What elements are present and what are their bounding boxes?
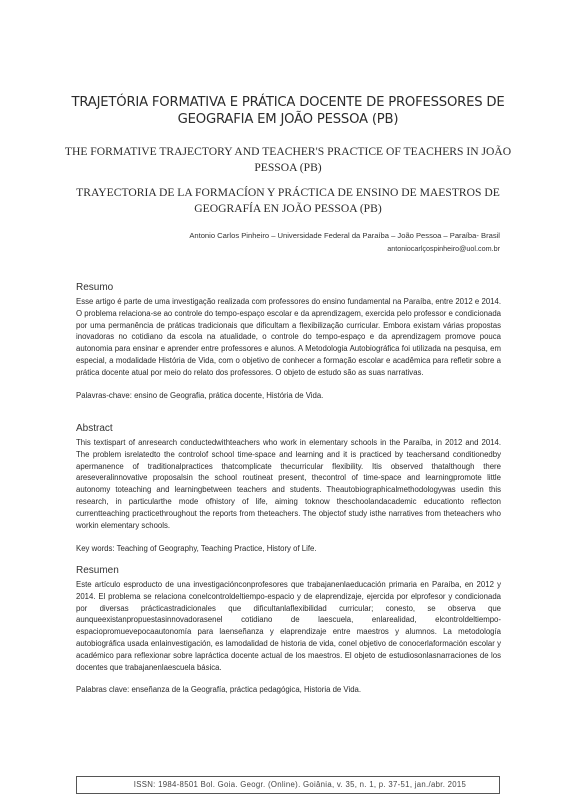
abstract-text: This textispart of anresearch conductedwithteachers who work in elementary schools in the Paraíba, in 2012 and 2014. The problem isrelatedto the controlof school time-space and learning and it is practiced by teachersand conditionedby apermanence of traditionalpractices thatcomplicate thecurricular flexibility. Itis observed thatalthough there areseveralinnovative proposalsin the school routineat present, thecontrol of time-space and learningpromote little autonomy toteaching and learningbetween teachers and students. Theautobiographicalmethodologywas usedin this research, in particularthe mode ofhistory of life, aiming toknow theschoolandacademic educationto reflecton currentteaching practicethroughout the reports from theteachers. The objectof study isthe narratives from theteachers who workin elementary schools. [76, 438, 501, 530]
resumo-text: Esse artigo é parte de uma investigação realizada com professores do ensino fundamental na Paraíba, entre 2012 e 2014. O problema relaciona-se ao controle do tempo-espaço escolar e da aprendizagem, exercida pelo professor e condicionada por uma permanência de práticas tradicionais que dificultam a flexibilização curricular. Embora existam várias propostas inovadoras no cotidiano da escola na atualidade, o controle do tempo-espaço e da aprendizagem promove pouca autonomia para ensinar e aprender entre professores e alunos. A Metodologia Autobiográfica foi utilizada na pesquisa, em especial, a modalidade História de Vida, com o objetivo de conhecer a formação escolar e acadêmica para refletir sobre a prática docente atual por meio do relato dos professores. O objeto de estudo são as suas narrativas. [76, 297, 501, 377]
resumo-heading: Resumo [76, 282, 114, 293]
author-email[interactable]: antoniocarlçospinheiro@uol.com.br [387, 244, 500, 253]
resumo-keywords: Palavras-chave: ensino de Geografia, prática docente, História de Vida. [76, 391, 324, 400]
resumen-keywords: Palabras clave: enseñanza de la Geografía, práctica pedagógica, Historia de Vida. [76, 685, 362, 694]
resumen-body [76, 579, 501, 673]
footer-citation: ISSN: 1984-8501 Bol. Goia. Geogr. (Online). Goiânia, v. 35, n. 1, p. 37-51, jan./abr. 2015 [133, 780, 467, 789]
author-affiliation: Antonio Carlos Pinheiro – Universidade Federal da Paraíba – João Pessoa – Paraíba- Brasil [189, 231, 500, 240]
resumen-heading: Resumen [76, 565, 119, 576]
abstract-keywords: Key words: Teaching of Geography, Teaching Practice, History of Life. [76, 544, 317, 553]
resumo-body [76, 296, 501, 379]
title-spanish: TRAYECTORIA DE LA FORMACÍON Y PRÁCTICA DE ENSINO DE MAESTROS DE GEOGRAFÍA EN JOÃO PESSOA (PB) [76, 186, 500, 215]
abstract-body [76, 437, 501, 531]
abstract-heading: Abstract [76, 423, 113, 434]
resumen-text: Este artículo esproducto de una investigaciónconprofesores que trabajanenlaeducación primaria en Paraíba, en 2012 y 2014. El problema se relaciona conelcontroldeltiempo-espacio y de elaprendizaje, ejercida por elprofesor y condicionada por diversas prácticastradicionales que dificultanlaflexibilidad curricular; conesto, se observa que aunqueexistanpropuestasinnovadorasenel cotidiano de laescuela, enlarealidad, elcontroldeltiempo-espaciopromuevepocaautonomía para laenseñanza y elaprendizaje entre maestros y alumnos. La metodología autobiográfica usada enlainvestigación, es lamodalidad de historia de vida, conel objetivo de conocerlaformación escolar y académico para reflexionar sobre lapráctica docente actual de los maestros. El objeto de estudiosonlasnarraciones de los docentes que trabajanenlaescuela básica. [76, 580, 501, 672]
title-portuguese: TRAJETÓRIA FORMATIVA E PRÁTICA DOCENTE DE PROFESSORES DE GEOGRAFIA EM JOÃO PESSOA (PB) [71, 95, 505, 127]
title-english: THE FORMATIVE TRAJECTORY AND TEACHER'S PRACTICE OF TEACHERS IN JOÃO PESSOA (PB) [64, 145, 512, 174]
